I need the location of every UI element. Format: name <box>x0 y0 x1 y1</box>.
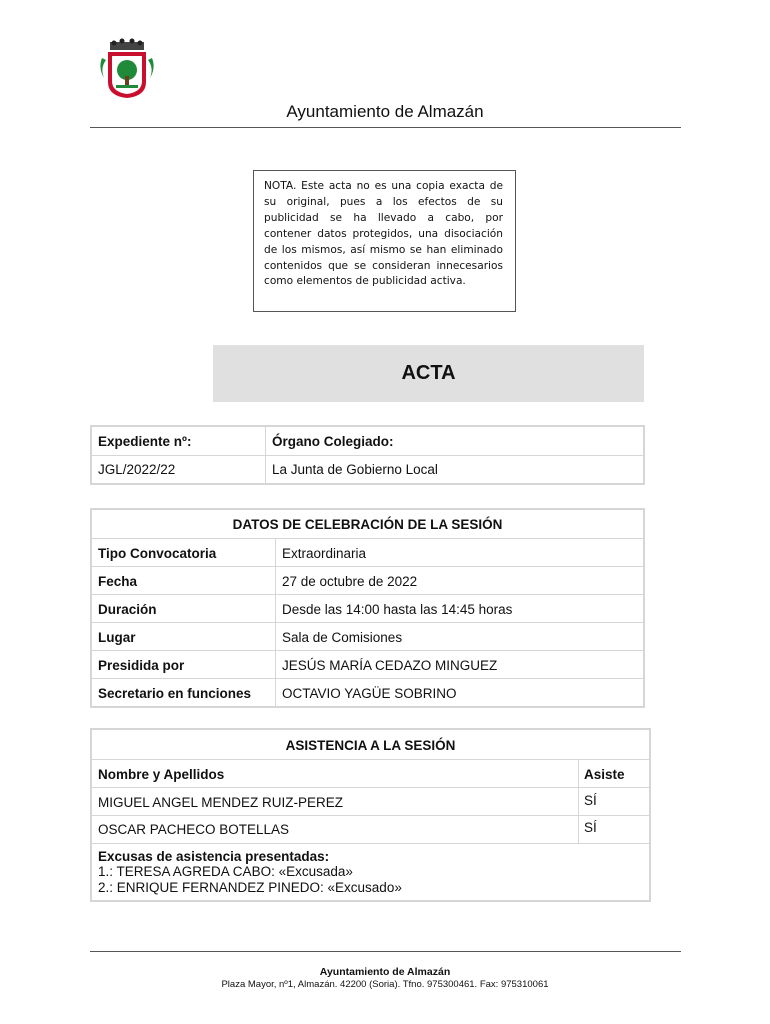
attendance-col-asiste: Asiste <box>584 767 625 782</box>
footer-divider <box>90 951 681 952</box>
attendee-asiste: SÍ <box>584 793 597 808</box>
session-row-label: Duración <box>98 602 157 617</box>
attendance-col-name: Nombre y Apellidos <box>98 767 225 782</box>
table-row-divider <box>92 594 643 595</box>
session-row-label: Lugar <box>98 630 136 645</box>
attendee-asiste: SÍ <box>584 820 597 835</box>
table-row-divider <box>92 815 649 816</box>
excuses-title: Excusas de asistencia presentadas: <box>98 849 330 864</box>
session-row-value: 27 de octubre de 2022 <box>282 574 418 589</box>
privacy-note-text: NOTA. Este acta no es una copia exacta de su original, pues a los efectos de su publicidad se ha llevado a cabo, por contener datos protegidos, una disociación de los mismos, así mismo se han eliminado contenidos que se consideran innecesarios como elementos de publicidad activa. <box>264 180 503 288</box>
session-row-value: JESÚS MARÍA CEDAZO MINGUEZ <box>282 658 498 673</box>
town-crest-logo <box>96 38 158 100</box>
acta-title-banner <box>213 345 644 402</box>
privacy-note-box <box>253 170 516 312</box>
excuse-item: 1.: TERESA AGREDA CABO: «Excusada» <box>98 864 353 879</box>
table-row-divider <box>92 650 643 651</box>
footer-org-name: Ayuntamiento de Almazán <box>319 966 451 978</box>
session-row-value: Sala de Comisiones <box>282 630 403 645</box>
session-data-table <box>90 508 645 708</box>
attendee-name: MIGUEL ANGEL MENDEZ RUIZ-PEREZ <box>98 795 344 810</box>
session-row-label: Secretario en funciones <box>98 686 252 701</box>
table-divider <box>578 759 579 843</box>
footer-address: Plaza Mayor, nº1, Almazán. 42200 (Soria). Tfno. 975300461. Fax: 975310061 <box>221 979 549 990</box>
table-row-divider <box>92 455 643 456</box>
table-row-divider <box>92 787 649 788</box>
session-data-title: DATOS DE CELEBRACIÓN DE LA SESIÓN <box>232 517 503 532</box>
session-row-label: Presidida por <box>98 658 185 673</box>
attendance-table <box>90 728 651 902</box>
session-row-label: Tipo Convocatoria <box>98 546 217 561</box>
table-row-divider <box>92 566 643 567</box>
excuse-item: 2.: ENRIQUE FERNANDEZ PINEDO: «Excusado» <box>98 880 402 895</box>
table-row-divider <box>92 678 643 679</box>
table-row-divider <box>92 759 649 760</box>
session-row-value: Desde las 14:00 hasta las 14:45 horas <box>282 602 513 617</box>
acta-title: ACTA <box>401 362 456 384</box>
organization-title: Ayuntamiento de Almazán <box>286 102 484 121</box>
header-divider <box>90 127 681 128</box>
session-row-value: Extraordinaria <box>282 546 367 561</box>
expediente-value: JGL/2022/22 <box>98 462 176 477</box>
table-row-divider <box>92 843 649 844</box>
attendee-name: OSCAR PACHECO BOTELLAS <box>98 822 290 837</box>
expediente-label: Expediente nº: <box>98 434 192 449</box>
organo-value: La Junta de Gobierno Local <box>272 462 438 477</box>
session-row-value: OCTAVIO YAGÜE SOBRINO <box>282 686 457 701</box>
table-row-divider <box>92 538 643 539</box>
expediente-table <box>90 425 645 485</box>
attendance-title: ASISTENCIA A LA SESIÓN <box>285 738 456 753</box>
session-row-label: Fecha <box>98 574 138 589</box>
table-row-divider <box>92 622 643 623</box>
organo-label: Órgano Colegiado: <box>272 434 394 449</box>
